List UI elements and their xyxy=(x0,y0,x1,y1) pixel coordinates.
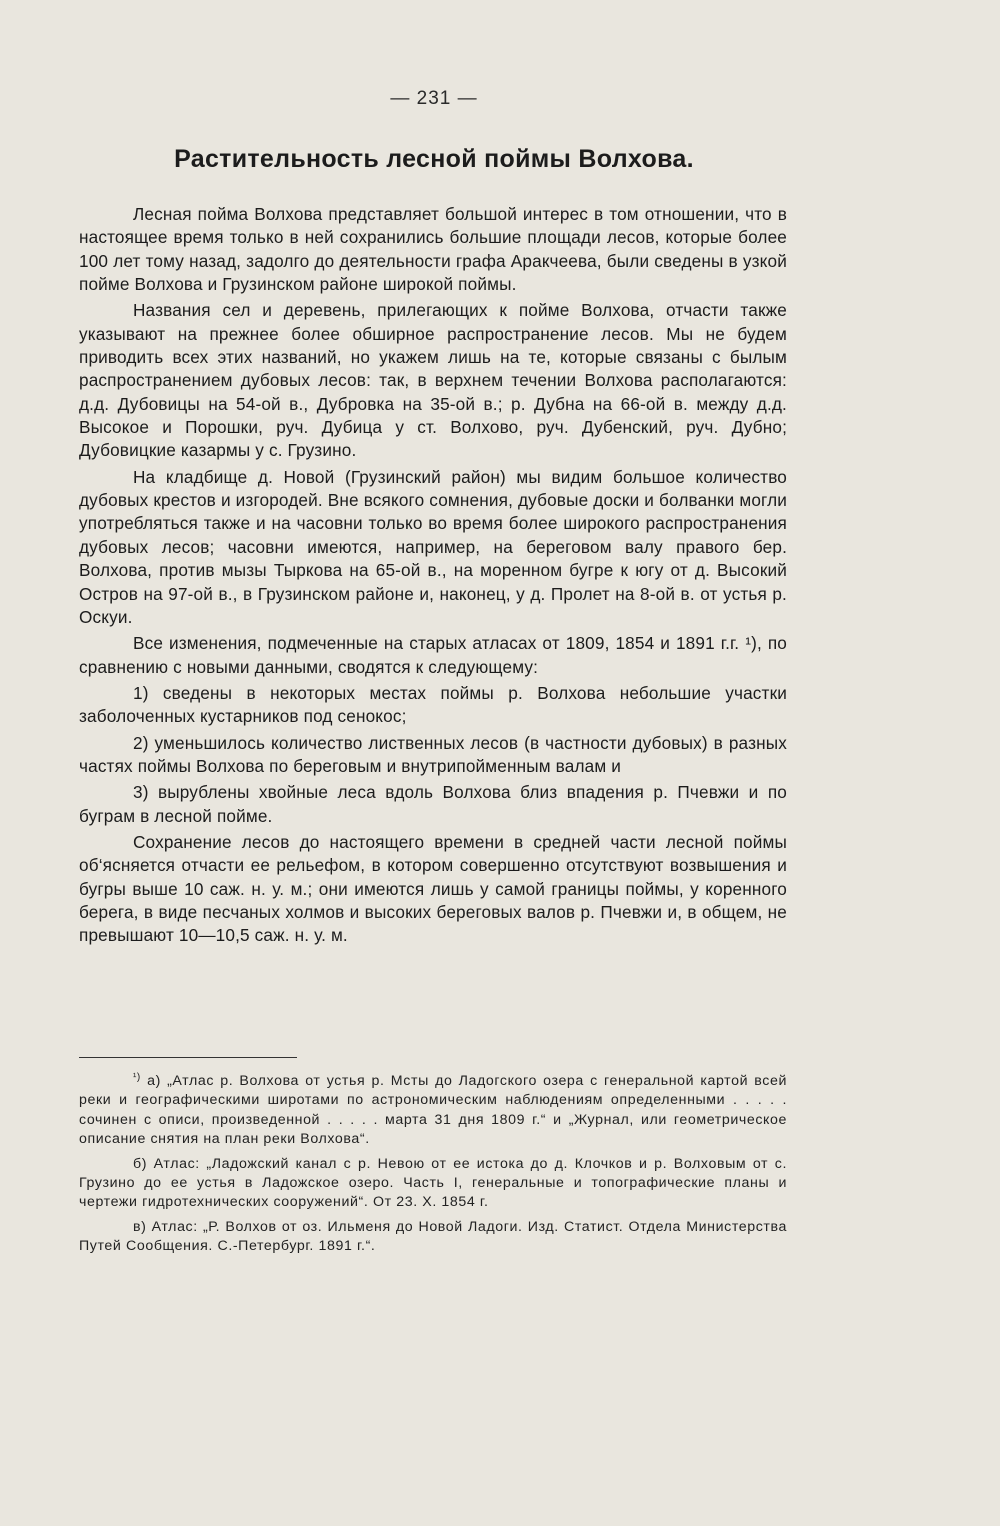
body-text xyxy=(79,203,787,951)
list-item: 2) уменьшилось количество лиственных лесов (в частности дубовых) в разных частях поймы Волхова по береговым и внутрипойменным валам и xyxy=(79,732,787,776)
paragraph: Лесная пойма Волхова представляет большой интерес в том отношении, что в настоящее время только в ней сохранились большие площади лесов, которые более 100 лет тому назад, задолго до деятельности графа Аракчеева, были сведены в узкой пойме Волхова и Грузинском районе широкой поймы. xyxy=(79,204,787,295)
list-item: 1) сведены в некоторых местах поймы р. Волхова небольшие участки заболоченных кустарников под сенокос; xyxy=(79,682,787,727)
paragraph: Сохранение лесов до настоящего времени в средней части лесной поймы об‘ясняется отчасти ее рельефом, в котором совершенно отсутствуют возвышения и бугры выше 10 саж. н. у. м.; они имеются лишь у самой границы поймы, у коренного берега, в виде песчаных холмов и высоких береговых валов р. Пчевжи и, в общем, не превышают 10—10,5 саж. н. у. м. xyxy=(79,831,787,946)
footnote-item: б) Атлас: „Ладожский канал с р. Невою от ее истока до д. Клочков и р. Волховым от с. Грузино до ее устья в Ладожское озеро. Часть I, генеральные и топографические планы и чертежи гидротехнических сооружений“. От 23. X. 1854 г. xyxy=(79,1155,787,1211)
footnotes xyxy=(79,1068,787,1262)
paragraph: Все изменения, подмеченные на старых атласах от 1809, 1854 и 1891 г.г. ¹), по сравнению с новыми данными, сводятся к следующему: xyxy=(79,633,787,677)
footnote-text: а) „Атлас р. Волхова от устья р. Мсты до Ладогского озера с генеральной картой всей реки и географическими широтами по астрономическим наблюдениям определенными . . . . . сочинен с описи, произведенной . . . . . марта 31 дня 1809 г.“ и „Журнал, или геометрическое описание снятия на план реки Волхова“. xyxy=(79,1073,787,1148)
footnote-divider xyxy=(79,1057,297,1058)
list-item: 3) вырублены хвойные леса вдоль Волхова близ впадения р. Пчевжи и по буграм в лесной пойме. xyxy=(79,782,787,826)
page-number: — 231 — xyxy=(390,88,478,109)
paragraph: Названия сел и деревень, прилегающих к пойме Волхова, отчасти также указывают на прежнее более обширное распространение лесов. Мы не будем приводить всех этих названий, но укажем лишь на те, которые связаны с былым распространением дубовых лесов: так, в верхнем течении Волхова располагаются: д.д. Дубовицы на 54-ой в., Дубровка на 35-ой в.; р. Дубна на 66-ой в. между д.д. Высокое и Порошки, руч. Дубица у ст. Волхово, руч. Дубенский, руч. Дубно; Дубовицкие казармы у с. Грузино. xyxy=(79,300,787,461)
footnote-marker: ¹) xyxy=(133,1072,141,1083)
footnote-item: в) Атлас: „Р. Волхов от оз. Ильменя до Новой Ладоги. Изд. Статист. Отдела Министерства Путей Сообщения. С.-Петербург. 1891 г.“. xyxy=(79,1218,787,1255)
footnote-item xyxy=(79,1068,787,1150)
page-title: Растительность лесной поймы Волхова. xyxy=(174,145,694,173)
paragraph: На кладбище д. Новой (Грузинский район) мы видим большое количество дубовых крестов и изгородей. Вне всякого сомнения, дубовые доски и болванки могли употребляться также и на часовни только во время более широкого распространения дубовых лесов; часовни имеются, например, на береговом валу правого бер. Волхова, против мызы Тыркова на 65-ой в., на моренном бугре к югу от д. Высокий Остров на 97-ой в., в Грузинском районе и, наконец, у д. Пролет на 8-ой в. от устья р. Оскуи. xyxy=(79,466,787,627)
